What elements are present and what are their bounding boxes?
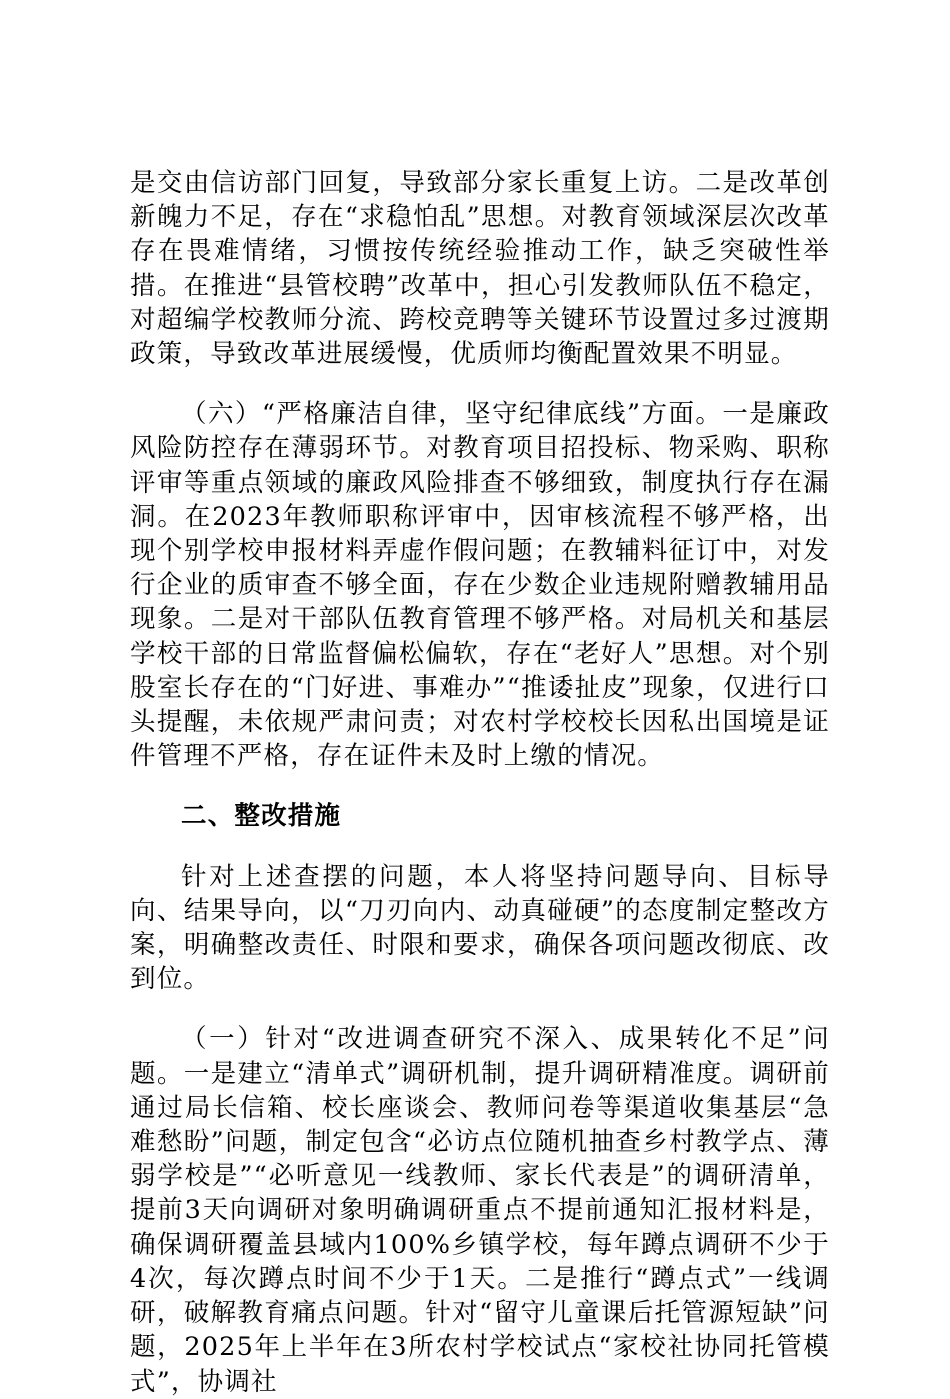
paragraph-rectification-intro: 针对上述查摆的问题，本人将坚持问题导向、目标导向、结果导向，以“刀刃向内、动真碰硬”的态度制定整改方案，明确整改责任、时限和要求，确保各项问题改彻底、改到位。 xyxy=(130,861,830,995)
paragraph-continuation: 是交由信访部门回复，导致部分家长重复上访。二是改革创新魄力不足，存在“求稳怕乱”思想。对教育领域深层次改革存在畏难情绪，习惯按传统经验推动工作，缺乏突破性举措。在推进“县管校聘”改革中，担心引发教师队伍不稳定，对超编学校教师分流、跨校竞聘等关键环节设置过多过渡期政策，导致改革进展缓慢，优质师均衡配置效果不明显。 xyxy=(130,168,830,370)
section-heading-rectification: 二、整改措施 xyxy=(181,801,342,832)
paragraph-measure-one: （一）针对“改进调查研究不深入、成果转化不足”问题。一是建立“清单式”调研机制，提升调研精准度。调研前通过局长信箱、校长座谈会、教师问卷等渠道收集基层“急难愁盼”问题，制定包含“必访点位随机抽查乡村教学点、薄弱学校是”“必听意见一线教师、家长代表是”的调研清单，提前3天向调研对象明确调研重点不提前通知汇报材料是，确保调研覆盖县域内100%乡镇学校，每年蹲点调研不少于4次，每次蹲点时间不少于1天。二是推行“蹲点式”一线调研，破解教育痛点问题。针对“留守儿童课后托管源短缺”问题，2025年上半年在3所农村学校试点“家校社协同托管模式”，协调社 xyxy=(130,1024,830,1397)
document-page xyxy=(130,166,830,1399)
paragraph-section-six: （六）“严格廉洁自律，坚守纪律底线”方面。一是廉政风险防控存在薄弱环节。对教育项目招投标、物采购、职称评审等重点领域的廉政风险排查不够细致，制度执行存在漏洞。在2023年教师职称评审中，因审核流程不够严格，出现个别学校申报材料弄虚作假问题；在教辅料征订中，对发行企业的质审查不够全面，存在少数企业违规附赠教辅用品现象。二是对干部队伍教育管理不够严格。对局机关和基层学校干部的日常监督偏松偏软，存在“老好人”思想。对个别股室长存在的“门好进、事难办”“推诿扯皮”现象，仅进行口头提醒，未依规严肃问责；对农村学校校长因私出国境是证件管理不严格，存在证件未及时上缴的情况。 xyxy=(130,399,830,772)
